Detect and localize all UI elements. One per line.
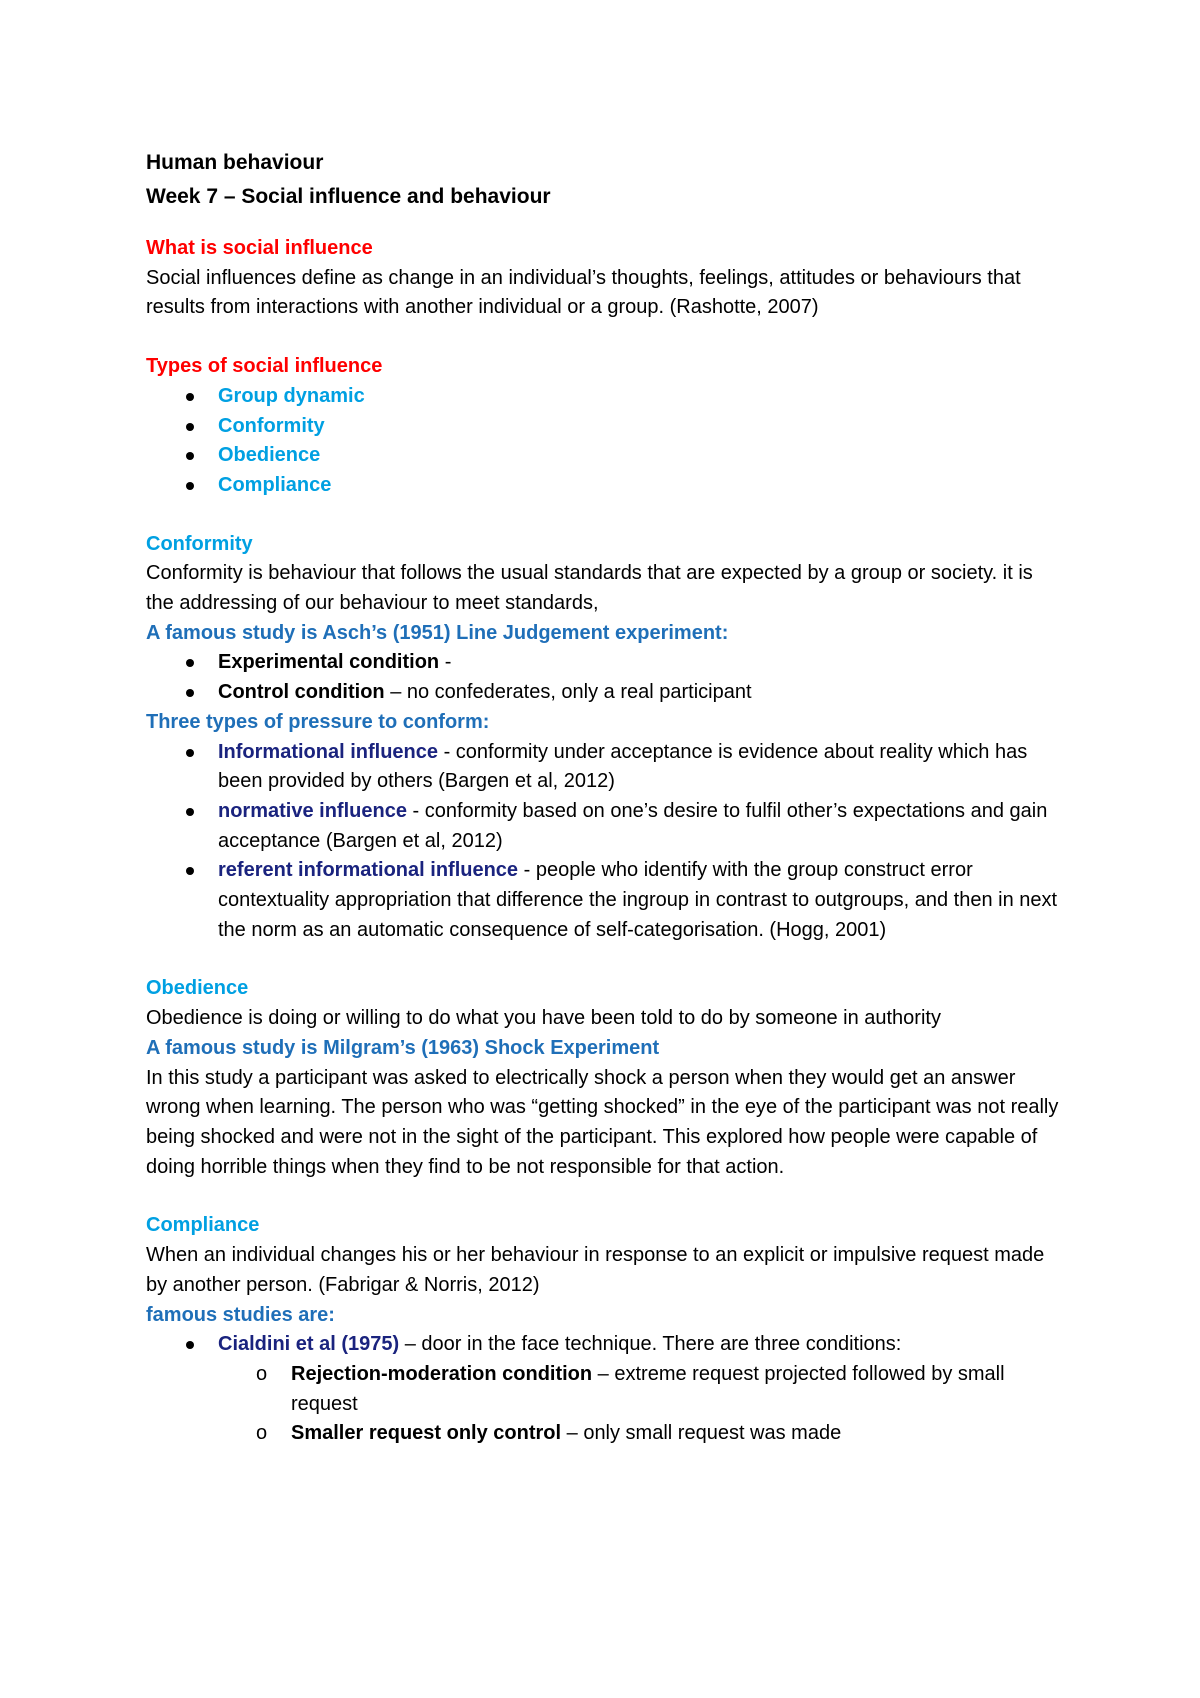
doc-title: Human behaviour	[146, 151, 324, 174]
list-item	[146, 856, 1066, 945]
section-heading-compliance: Compliance	[146, 1214, 260, 1237]
term-description: – no confederates, only a real participant	[384, 681, 752, 704]
paragraph: In this study a participant was asked to electrically shock a person when they would get an answer wrong when learning. The person who was “getting shocked” in the eye of the participant was not really being shocked and were not in the sight of the participant. This explored how people were capable of doing horrible things when they find to be not responsible for that action.	[146, 1066, 1059, 1178]
list-item	[146, 678, 1066, 708]
section-heading-obedience: Obedience	[146, 977, 249, 1000]
study-heading-milgram: A famous study is Milgram’s (1963) Shock Experiment	[146, 1036, 660, 1059]
term-description: – door in the face technique. There are three conditions:	[399, 1333, 902, 1356]
list-item	[146, 797, 1066, 856]
types-list	[146, 382, 1066, 501]
section-heading-conformity: Conformity	[146, 532, 253, 555]
section-heading-social-influence: What is social influence	[146, 237, 373, 259]
term-description: - conformity under acceptance is evidence about reality which has been provided by others (Bargen et al, 2012)	[218, 740, 1028, 793]
list-item: Group dynamic	[146, 382, 1066, 412]
list-item: Obedience	[146, 441, 1066, 471]
pressure-heading: Three types of pressure to conform:	[146, 710, 490, 733]
document-page	[146, 146, 1066, 1449]
list-item	[146, 648, 1066, 678]
term: Informational influence	[218, 740, 439, 763]
study-heading-asch: A famous study is Asch’s (1951) Line Judgement experiment:	[146, 621, 729, 644]
doc-subtitle: Week 7 – Social influence and behaviour	[146, 185, 551, 208]
section-heading-types: Types of social influence	[146, 355, 383, 378]
list-item	[146, 1330, 1066, 1360]
pressures-list	[146, 738, 1066, 946]
paragraph: When an individual changes his or her behaviour in response to an explicit or impulsive request made by another person. (Fabrigar & Norris, 2012)	[146, 1244, 1045, 1296]
term-description: – extreme request projected followed by small request	[291, 1362, 1005, 1415]
term-description: - people who identify with the group construct error contextuality appropriation that difference the ingroup in contrast to outgroups, and then in next the norm as an automatic consequence of self-categorisation. (Hogg, 2001)	[218, 859, 1058, 941]
term-description: -	[439, 651, 452, 674]
term: Experimental condition	[218, 651, 440, 674]
term: Control condition	[218, 681, 385, 704]
compliance-studies-list	[146, 1330, 1066, 1360]
studies-heading: famous studies are:	[146, 1303, 335, 1326]
list-item: Compliance	[146, 471, 1066, 501]
term: normative influence	[218, 799, 407, 822]
compliance-conditions-list	[146, 1360, 1066, 1449]
list-item	[146, 738, 1066, 797]
paragraph: Social influences define as change in an individual’s thoughts, feelings, attitudes or behaviours that results from interactions with another individual or a group. (Rashotte, 2007)	[146, 266, 1021, 319]
term: Smaller request only control	[291, 1422, 562, 1445]
list-item	[146, 1419, 1066, 1449]
term-description: – only small request was made	[561, 1422, 842, 1445]
conditions-list	[146, 648, 1066, 707]
term-description: - conformity based on one’s desire to fulfil other’s expectations and gain acceptance (Bargen et al, 2012)	[218, 799, 1048, 852]
term: Cialdini et al (1975)	[218, 1333, 400, 1356]
list-item	[146, 1360, 1066, 1419]
paragraph: Obedience is doing or willing to do what you have been told to do by someone in authority	[146, 1007, 941, 1030]
term: referent informational influence	[218, 859, 519, 882]
paragraph: Conformity is behaviour that follows the usual standards that are expected by a group or society. it is the addressing of our behaviour to meet standards,	[146, 562, 1033, 615]
term: Rejection-moderation condition	[291, 1362, 593, 1385]
list-item: Conformity	[146, 412, 1066, 442]
